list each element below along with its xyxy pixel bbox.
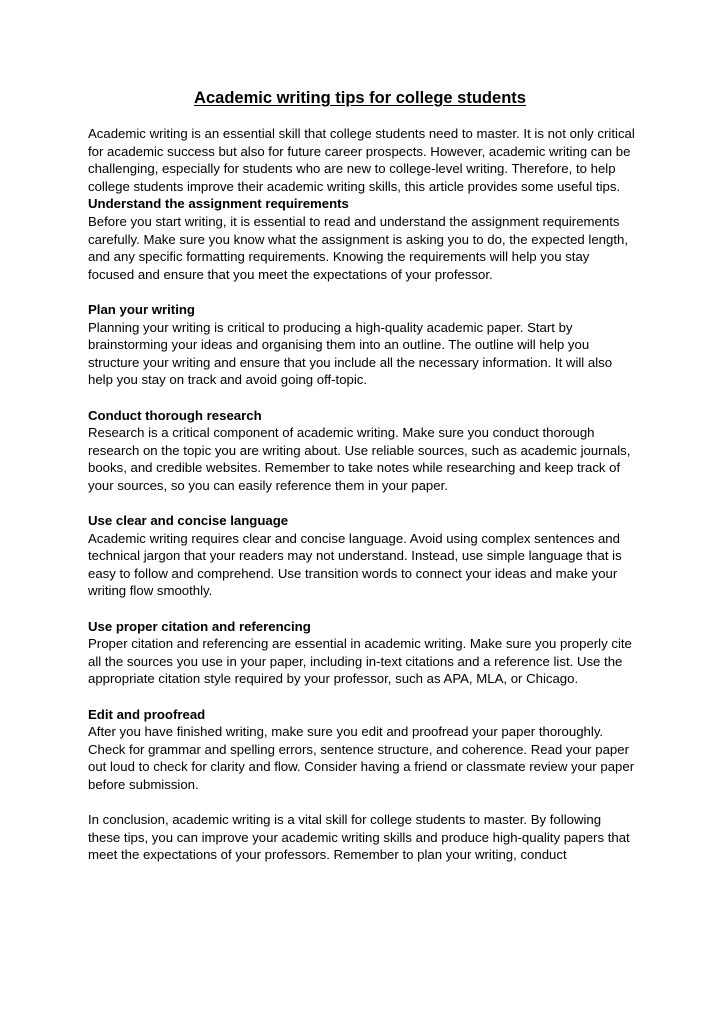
section-body: Planning your writing is critical to producing a high-quality academic paper. Start by brainstorming your ideas and organising them into an outline. The outline will help you structure your writing and ensure that you include all the necessary information. It will also help you stay on track and avoid going off-topic. bbox=[88, 319, 613, 388]
section-citation-referencing bbox=[88, 618, 636, 688]
section-body: After you have finished writing, make sure you edit and proofread your paper thoroughly. Check for grammar and spelling errors, sentence structure, and coherence. Read your paper out loud to check for clarity and flow. Consider having a friend or classmate review your paper before submission. bbox=[88, 724, 635, 792]
section-body: Proper citation and referencing are essential in academic writing. Make sure you properly cite all the sources you use in your paper, including in-text citations and a reference list. Use the appropriate citation style required by your professor, such as APA, MLA, or Chicago. bbox=[88, 636, 632, 687]
section-body: Before you start writing, it is essential to read and understand the assignment requirements carefully. Make sure you know what the assignment is asking you to do, the expected length, and any specific formatting requirements. Knowing the requirements will help you stay focused and ensure that you meet the expectations of your professor. bbox=[88, 213, 629, 282]
section-body: Research is a critical component of academic writing. Make sure you conduct thorough research on the topic you are writing about. Use reliable sources, such as academic journals, books, and credible websites. Remember to take notes while researching and keep track of your sources, so you can easily reference them in your paper. bbox=[88, 425, 631, 493]
section-edit-proofread bbox=[88, 706, 636, 794]
section-heading: Edit and proofread bbox=[88, 706, 206, 722]
section-plan-writing bbox=[88, 301, 636, 389]
section-conduct-research bbox=[88, 407, 636, 495]
section-clear-language bbox=[88, 512, 636, 600]
section-body: Academic writing requires clear and concise language. Avoid using complex sentences and technical jargon that your readers may not understand. Instead, use simple language that is easy to follow and comprehend. Use transition words to connect your ideas and make your writing flow smoothly. bbox=[88, 530, 622, 599]
section-heading: Conduct thorough research bbox=[88, 407, 262, 423]
section-heading: Understand the assignment requirements bbox=[88, 196, 349, 212]
section-understand-requirements bbox=[88, 195, 636, 283]
conclusion-paragraph: In conclusion, academic writing is a vital skill for college students to master. By following these tips, you can improve your academic writing skills and produce high-quality papers that meet the expectations of your professors. Remember to plan your writing, conduct bbox=[88, 812, 630, 863]
section-heading: Use clear and concise language bbox=[88, 513, 289, 529]
page-title: Academic writing tips for college students bbox=[194, 89, 526, 107]
document-body bbox=[88, 125, 636, 864]
section-heading: Use proper citation and referencing bbox=[88, 618, 311, 634]
intro-paragraph: Academic writing is an essential skill that college students need to master. It is not only critical for academic success but also for future career prospects. However, academic writing can be challenging, especially for students who are new to college-level writing. Therefore, to help college students improve their academic writing skills, this article provides some useful tips. bbox=[88, 126, 635, 194]
section-heading: Plan your writing bbox=[88, 301, 195, 317]
